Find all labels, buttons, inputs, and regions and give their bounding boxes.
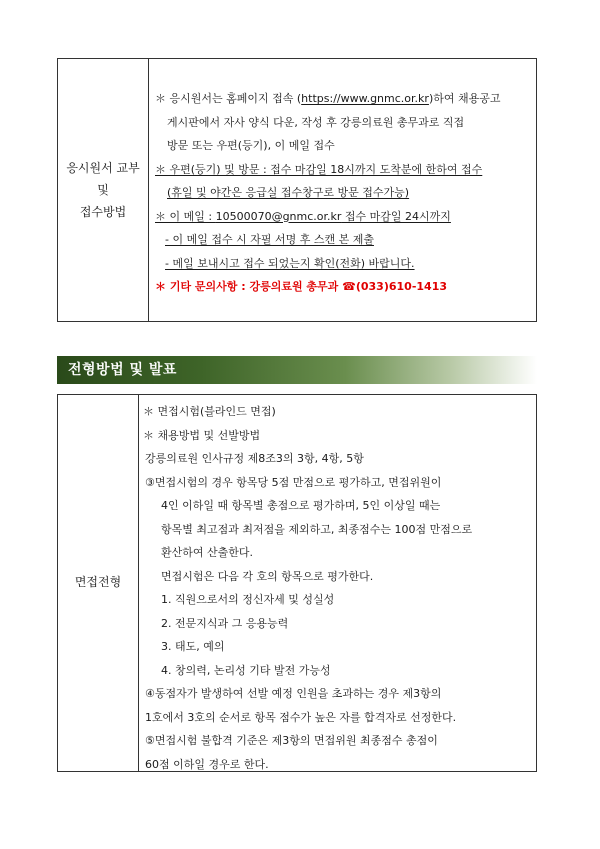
content-line: - 메일 보내시고 접수 되었는지 확인(전화) 바랍니다. <box>165 256 415 270</box>
content-line <box>155 205 535 229</box>
list-item: 4. 창의력, 논리성 기타 발전 가능성 <box>161 663 331 677</box>
section-title: 전형방법 및 발표 <box>68 362 177 378</box>
label-line: 접수방법 <box>79 205 127 219</box>
label-line: 응시원서 교부 <box>66 161 140 175</box>
application-table <box>57 58 537 322</box>
content-line: 항목별 최고점과 최저점을 제외하고, 최종점수는 100점 만점으로 <box>161 522 473 536</box>
section-header <box>57 356 537 384</box>
interview-content <box>143 400 535 776</box>
application-content <box>155 87 535 299</box>
text-segment: ＊ 응시원서는 홈페이지 접속 ( <box>155 92 302 105</box>
content-line: ④동점자가 발생하여 선발 예정 인원을 초과하는 경우 제3항의 <box>145 687 442 700</box>
interview-label: 면접전형 <box>74 575 122 589</box>
content-line: (휴일 및 야간은 응급실 접수창구로 방문 접수가능) <box>167 186 410 199</box>
label-line: 및 <box>97 183 109 197</box>
text-segment: 접수 마감일 24시까지 <box>341 209 451 223</box>
content-line: ⑤면접시험 불합격 기준은 제3항의 면접위원 최종점수 총점이 <box>145 734 438 747</box>
content-line: 게시판에서 자사 양식 다운, 작성 후 강릉의료원 총무과로 직접 <box>167 115 465 129</box>
text-segment: ＊ 이 메일 : <box>155 209 216 223</box>
list-item: 2. 전문지식과 그 응용능력 <box>161 616 289 630</box>
content-line: 환산하여 산출한다. <box>161 546 254 559</box>
table-divider <box>138 395 139 771</box>
contact-line: ＊ 기타 문의사항 : 강릉의료원 총무과 ☎(033)610-1413 <box>155 280 447 293</box>
list-item: 3. 태도, 예의 <box>161 640 225 653</box>
homepage-link[interactable]: https://www.gnmc.or.kr <box>301 92 429 105</box>
text-segment: )하여 채용공고 <box>428 92 501 105</box>
content-line: 60점 이하일 경우로 한다. <box>145 757 269 771</box>
content-line <box>155 87 535 111</box>
interview-table <box>57 394 537 772</box>
content-line: 1호에서 3호의 순서로 항목 점수가 높은 자를 합격자로 선정한다. <box>145 710 457 724</box>
content-line: ＊ 면접시험(블라인드 면접) <box>143 405 276 418</box>
content-line: 면접시험은 다음 각 호의 항목으로 평가한다. <box>161 569 374 583</box>
content-line: - 이 메일 접수 시 자필 서명 후 스캔 본 제출 <box>165 233 374 246</box>
application-label <box>58 157 148 223</box>
content-line: 4인 이하일 때 항목별 총점으로 평가하며, 5인 이상일 때는 <box>161 499 441 512</box>
content-line: ＊ 우편(등기) 및 방문 : 접수 마감일 18시까지 도착분에 한하여 접수 <box>155 162 483 176</box>
content-line: 강릉의료원 인사규정 제8조3의 3항, 4항, 5항 <box>145 452 364 465</box>
email-link[interactable]: 10500070@gnmc.or.kr <box>215 209 342 223</box>
content-line: ③면접시험의 경우 항목당 5점 만점으로 평가하고, 면접위원이 <box>145 475 442 489</box>
table-divider <box>148 59 149 321</box>
list-item: 1. 직원으로서의 정신자세 및 성실성 <box>161 593 335 606</box>
content-line: ＊ 채용방법 및 선발방법 <box>143 428 261 442</box>
content-line: 방문 또는 우편(등기), 이 메일 접수 <box>167 139 335 152</box>
